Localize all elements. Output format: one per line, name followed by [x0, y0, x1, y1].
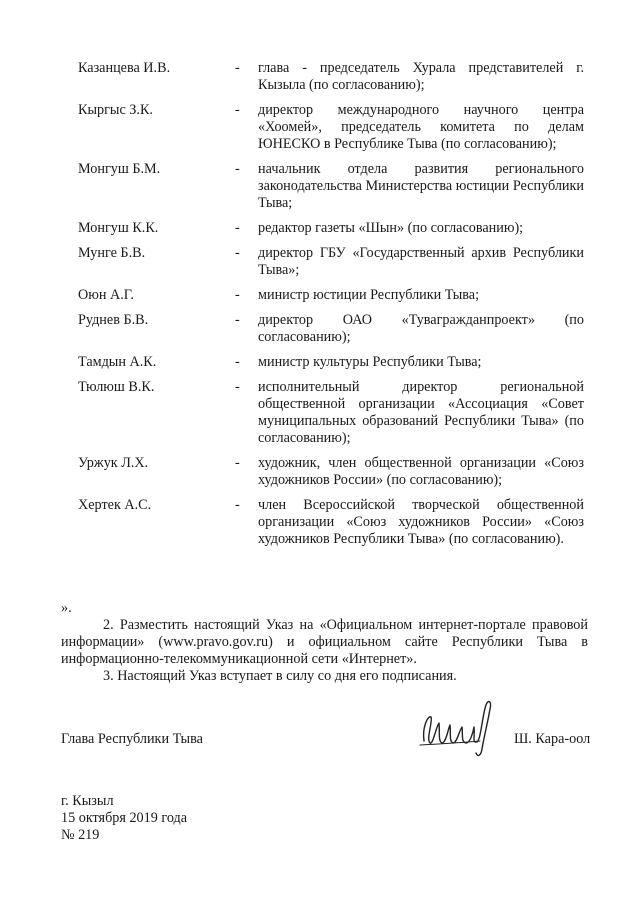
member-name: Мунге Б.В.	[78, 245, 146, 261]
member-dash: -	[235, 245, 240, 261]
member-dash: -	[235, 497, 240, 513]
member-role: директор международного научного центра «Хоомей», председатель комитета по делам ЮНЕСКО в Республике Тыва (по согласованию);	[258, 102, 584, 152]
footer-date: 15 октября 2019 года	[61, 810, 188, 826]
paragraph-3: 3. Настоящий Указ вступает в силу со дня его подписания.	[103, 668, 457, 684]
member-dash: -	[235, 161, 240, 177]
member-row	[78, 379, 588, 447]
member-role: глава - председатель Хурала представителей г. Кызыла (по согласованию);	[258, 60, 584, 93]
member-role: художник, член общественной организации «Союз художников России» (по согласованию);	[258, 455, 584, 488]
member-row	[78, 245, 588, 279]
member-name: Оюн А.Г.	[78, 287, 134, 303]
member-dash: -	[235, 60, 240, 76]
member-role: начальник отдела развития регионального законодательства Министерства юстиции Республики Тыва;	[258, 161, 584, 211]
document-footer	[61, 793, 187, 844]
member-name: Монгуш К.К.	[78, 220, 159, 236]
member-name: Кыргыс З.К.	[78, 102, 153, 118]
member-role: директор ОАО «Тувагражданпроект» (по согласованию);	[258, 312, 584, 345]
member-row	[78, 287, 588, 304]
member-role: министр культуры Республики Тыва;	[258, 354, 482, 370]
member-row	[78, 220, 588, 237]
member-dash: -	[235, 287, 240, 303]
member-row	[78, 312, 588, 346]
member-dash: -	[235, 312, 240, 328]
member-name: Монгуш Б.М.	[78, 161, 161, 177]
member-role: исполнительный директор региональной общественной организации «Ассоциация «Совет муниципальных образований Республики Тыва» (по согласованию);	[258, 379, 584, 446]
member-dash: -	[235, 354, 240, 370]
footer-city: г. Кызыл	[61, 793, 114, 809]
signature-title: Глава Республики Тыва	[61, 731, 203, 747]
member-dash: -	[235, 379, 240, 395]
member-name: Уржук Л.Х.	[78, 455, 149, 471]
member-dash: -	[235, 455, 240, 471]
member-row	[78, 455, 588, 489]
member-row	[78, 354, 588, 371]
member-name: Тамдын А.К.	[78, 354, 157, 370]
handwritten-signature	[418, 697, 496, 759]
member-role: член Всероссийской творческой общественной организации «Союз художников России» «Союз художников Республики Тыва» (по согласованию).	[258, 497, 584, 547]
member-role: редактор газеты «Шын» (по согласованию);	[258, 220, 524, 236]
member-name: Казанцева И.В.	[78, 60, 171, 76]
footer-number: № 219	[61, 827, 100, 843]
member-name: Руднев Б.В.	[78, 312, 149, 328]
member-dash: -	[235, 102, 240, 118]
member-row	[78, 102, 588, 153]
member-name: Хертек А.С.	[78, 497, 152, 513]
member-row	[78, 161, 588, 212]
closing-quote: ».	[61, 600, 72, 616]
members-list	[78, 60, 588, 548]
member-dash: -	[235, 220, 240, 236]
member-row	[78, 497, 588, 548]
member-row	[78, 60, 588, 94]
member-role: министр юстиции Республики Тыва;	[258, 287, 480, 303]
member-role: директор ГБУ «Государственный архив Республики Тыва»;	[258, 245, 584, 278]
signatory-name: Ш. Кара-оол	[514, 731, 591, 747]
paragraph-2: 2. Разместить настоящий Указ на «Официальном интернет-портале правовой информации» (www.pravo.gov.ru) и официальном сайте Республики Тыва в информационно-телекоммуникационной сети «Интернет».	[61, 617, 588, 667]
member-name: Тюлюш В.К.	[78, 379, 155, 395]
